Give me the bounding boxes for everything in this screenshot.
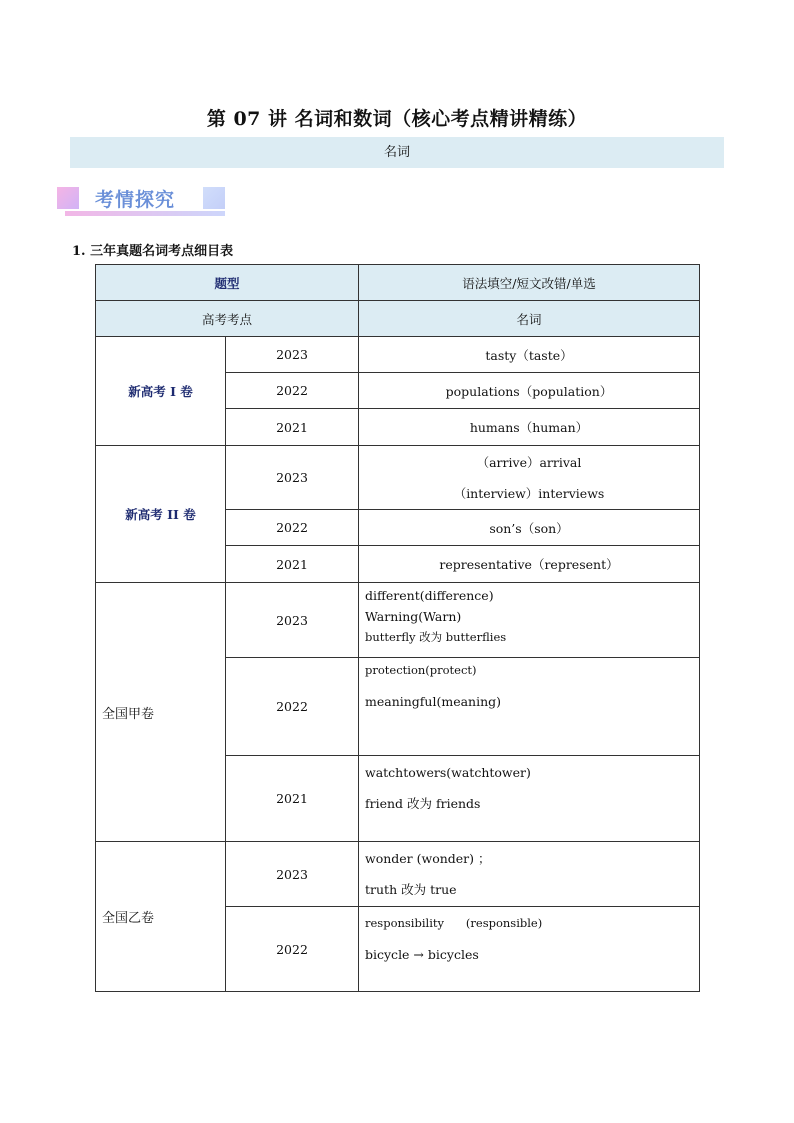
answer-line: truth 改为 true: [365, 882, 457, 897]
section-tag-label: 考情探究: [95, 189, 176, 211]
answer-line: butterfly 改为 butterflies: [365, 630, 507, 644]
answer-line: Warning(Warn): [365, 609, 462, 624]
answer-cell: representative（represent）: [359, 546, 700, 583]
answer-line: protection(protect): [365, 663, 477, 677]
table-header-row: [96, 301, 700, 337]
answer-line: responsibility (responsible): [365, 916, 543, 930]
section-tag: [57, 185, 227, 219]
answer-cell: [359, 907, 700, 992]
year-cell: 2023: [226, 446, 359, 510]
year-cell: 2023: [226, 842, 359, 907]
table-header-row: [96, 265, 700, 301]
answer-line: meaningful(meaning): [365, 694, 502, 709]
year-cell: 2022: [226, 373, 359, 409]
table-row: [96, 337, 700, 373]
page-title: 第 07 讲 名词和数词（核心考点精讲精练）: [206, 108, 588, 130]
year-cell: 2021: [226, 546, 359, 583]
answer-cell: [359, 583, 700, 658]
table-row: [96, 583, 700, 658]
answer-cell: humans（human）: [359, 409, 700, 446]
answer-cell: [359, 446, 700, 510]
answer-line: different(difference): [365, 588, 494, 603]
table-row: [96, 446, 700, 510]
header-question-type-value: 语法填空/短文改错/单选: [359, 265, 700, 301]
year-cell: 2023: [226, 337, 359, 373]
year-cell: 2022: [226, 907, 359, 992]
section-banner: 名词: [70, 137, 724, 168]
answer-line: wonder (wonder) ；: [365, 851, 491, 866]
year-cell: 2023: [226, 583, 359, 658]
exam-points-table: [95, 264, 700, 992]
answer-cell: [359, 756, 700, 842]
group-label: 新高考 II 卷: [96, 446, 226, 583]
decor-square-pink-icon: [57, 187, 79, 209]
answer-cell: [359, 658, 700, 756]
year-cell: 2022: [226, 658, 359, 756]
year-cell: 2021: [226, 409, 359, 446]
answer-line: watchtowers(watchtower): [365, 765, 531, 780]
header-question-type: 题型: [96, 265, 359, 301]
answer-cell: tasty（taste）: [359, 337, 700, 373]
group-label: 全国甲卷: [96, 583, 226, 842]
year-cell: 2021: [226, 756, 359, 842]
table-heading: 1. 三年真题名词考点细目表: [72, 244, 234, 259]
header-exam-point: 高考考点: [96, 301, 359, 337]
answer-cell: son’s（son）: [359, 510, 700, 546]
answer-line: （arrive）arrival: [476, 454, 582, 470]
group-label: 新高考 I 卷: [96, 337, 226, 446]
answer-cell: [359, 842, 700, 907]
year-cell: 2022: [226, 510, 359, 546]
group-label: 全国乙卷: [96, 842, 226, 992]
table-row: [96, 842, 700, 907]
decor-square-blue-icon: [203, 187, 225, 209]
answer-cell: populations（population）: [359, 373, 700, 409]
answer-line: bicycle → bicycles: [365, 947, 479, 962]
answer-line: （interview）interviews: [453, 485, 605, 501]
answer-line: friend 改为 friends: [365, 796, 481, 811]
header-exam-point-value: 名词: [359, 301, 700, 337]
